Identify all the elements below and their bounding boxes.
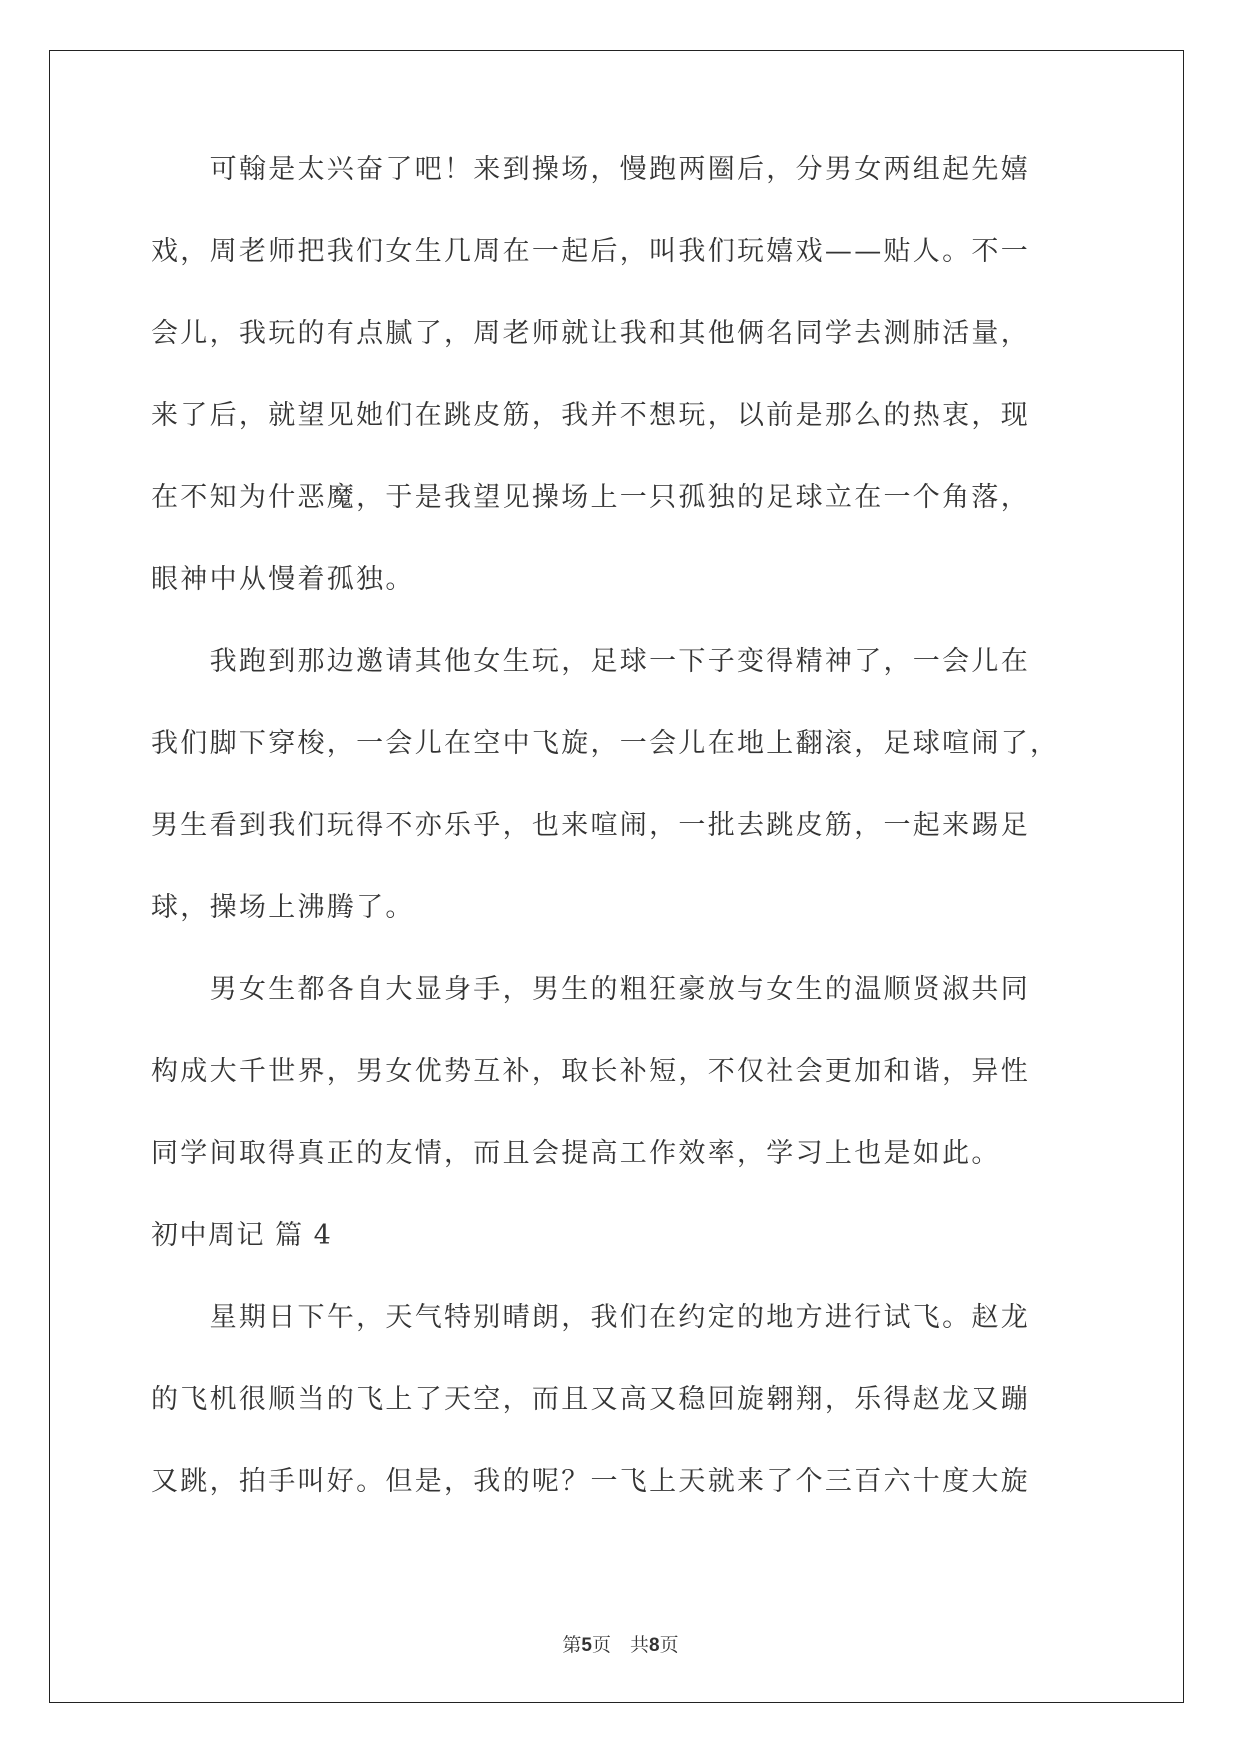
text-line: 同学间取得真正的友情，而且会提高工作效率，学习上也是如此。 xyxy=(151,1138,1001,1169)
total-pages: 8 xyxy=(649,1635,660,1656)
text-line: 可翰是太兴奋了吧！来到操场，慢跑两圈后，分男女两组起先嬉 xyxy=(151,154,1030,185)
text-line: 戏，周老师把我们女生几周在一起后，叫我们玩嬉戏——贴人。不一 xyxy=(151,236,1030,267)
text-line: 眼神中从慢着孤独。 xyxy=(151,564,415,595)
page-footer xyxy=(0,1630,1241,1657)
text-line: 在不知为什恶魔，于是我望见操场上一只孤独的足球立在一个角落， xyxy=(151,482,1030,513)
section-heading: 初中周记 篇 4 xyxy=(151,1220,333,1251)
text-line: 又跳，拍手叫好。但是，我的呢？一飞上天就来了个三百六十度大旋 xyxy=(151,1466,1030,1497)
text-line: 来了后，就望见她们在跳皮筋，我并不想玩，以前是那么的热衷，现 xyxy=(151,400,1030,431)
text-line: 的飞机很顺当的飞上了天空，而且又高又稳回旋翱翔，乐得赵龙又蹦 xyxy=(151,1384,1030,1415)
page-number: 5 xyxy=(581,1635,592,1656)
text-line: 星期日下午，天气特别晴朗，我们在约定的地方进行试飞。赵龙 xyxy=(151,1302,1030,1333)
text-line: 我跑到那边邀请其他女生玩，足球一下子变得精神了，一会儿在 xyxy=(151,646,1030,677)
footer-mid: 页 共 xyxy=(591,1634,649,1656)
text-line: 我们脚下穿梭，一会儿在空中飞旋，一会儿在地上翻滚，足球喧闹了， xyxy=(151,728,1060,759)
footer-suffix: 页 xyxy=(659,1634,679,1656)
text-line: 男女生都各自大显身手，男生的粗狂豪放与女生的温顺贤淑共同 xyxy=(151,974,1030,1005)
text-line: 构成大千世界，男女优势互补，取长补短，不仅社会更加和谐，异性 xyxy=(151,1056,1030,1087)
text-line: 男生看到我们玩得不亦乐乎，也来喧闹，一批去跳皮筋，一起来踢足 xyxy=(151,810,1030,841)
text-line: 球，操场上沸腾了。 xyxy=(151,892,415,923)
footer-prefix: 第 xyxy=(562,1634,582,1656)
text-line: 会儿，我玩的有点腻了，周老师就让我和其他俩名同学去测肺活量， xyxy=(151,318,1030,349)
